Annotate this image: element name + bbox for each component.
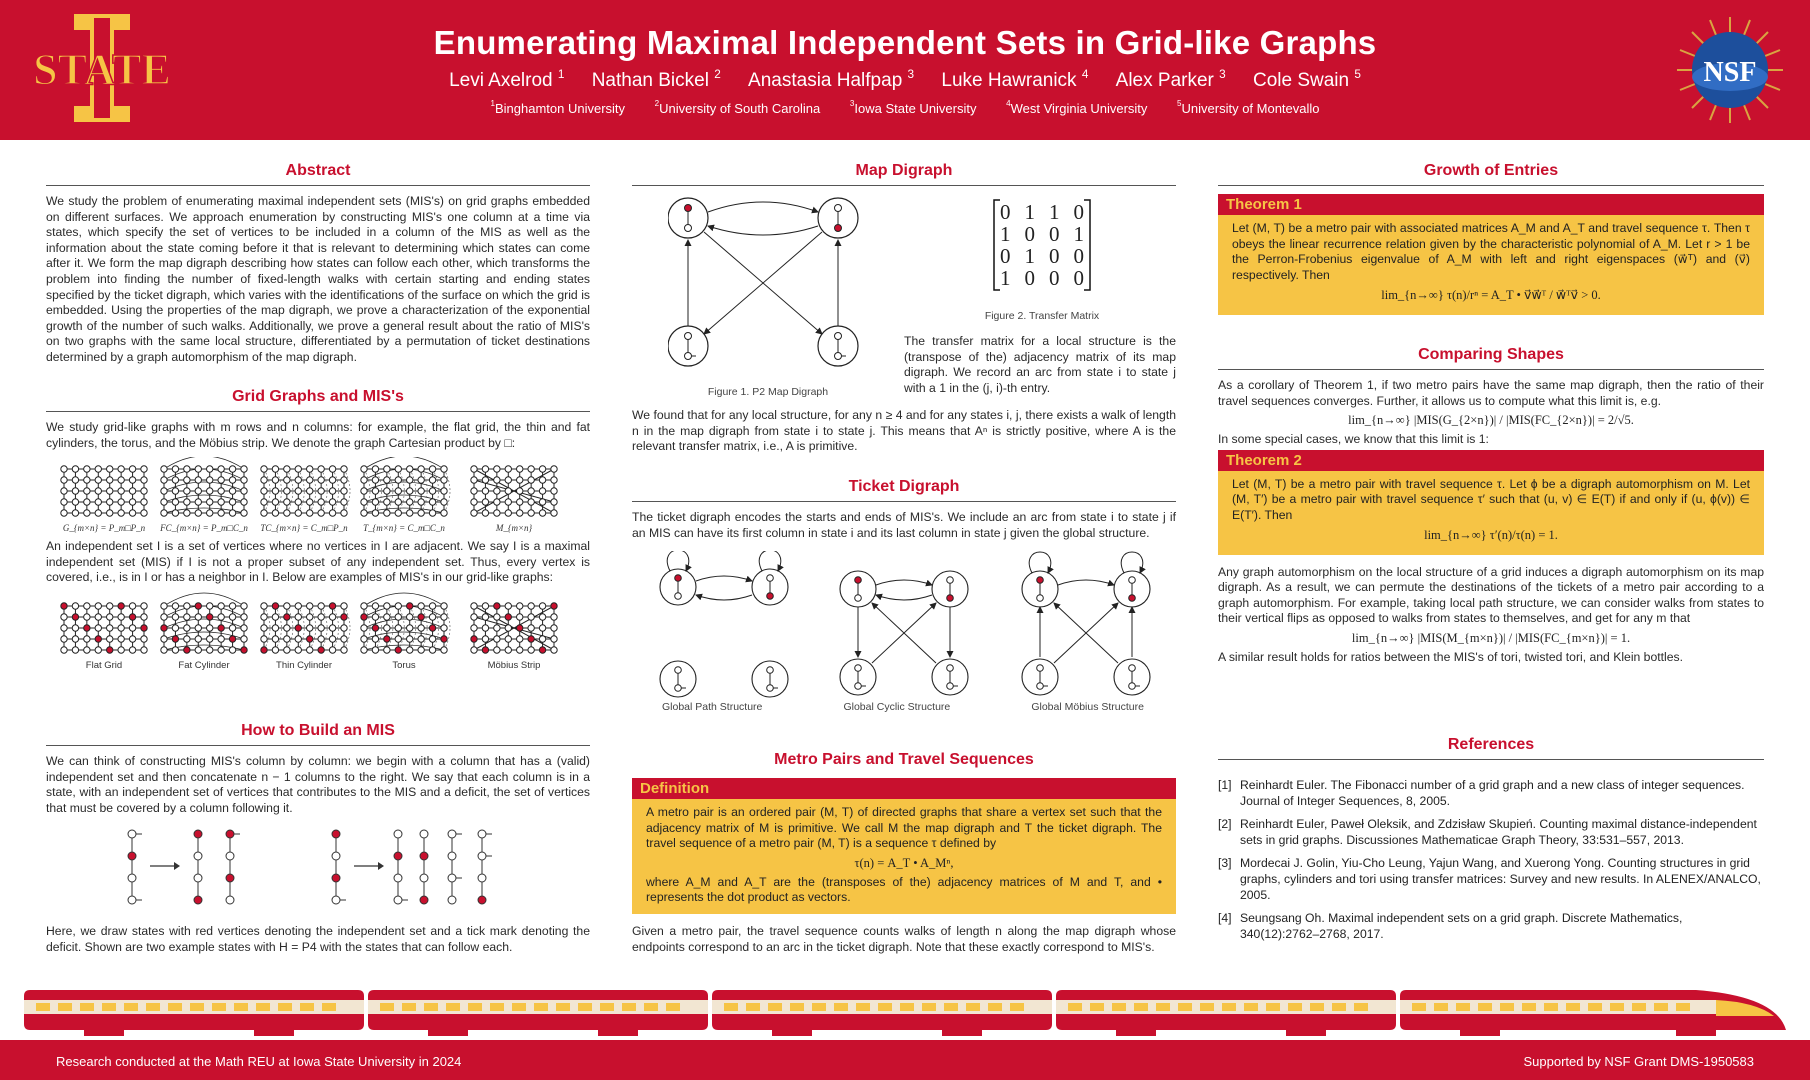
state-explain-text: Here, we draw states with red vertices denoting the independent set and a tick mark denoting the deficit. Shown are two example states with H = P4 with the states that can follow each. <box>46 924 590 954</box>
matrix-cell: 1 <box>1000 266 1011 290</box>
section-heading: Map Digraph <box>632 162 1176 186</box>
transfer-matrix-text: The transfer matrix for a local structure is the (transpose of the) adjacency matrix of its map digraph. We record an arc from state i to state j with a 1 in the (j, i)-th entry. <box>904 334 1176 395</box>
definition-box: A metro pair is an ordered pair (M, T) of directed graphs that share a vertex set such that the adjacency matrix of M is primitive. We call M the map digraph and T the ticket digraph. The travel sequence of a metro pair (M, T) is a sequence τ defined by τ(n) = A_T • A_Mⁿ, where A_M and A_T are the (transposes of the) adjacency matrices of M and T, and • represents the dot product as vectors. <box>632 799 1176 914</box>
figure-caption: Global Cyclic Structure <box>843 701 951 714</box>
reference-item: [1] Reinhardt Euler. The Fibonacci number of a grid graph and a new class of integer sequences. Journal of Integer Sequences, 8, 2005. <box>1218 778 1745 808</box>
references-section <box>1218 736 1764 950</box>
figure-caption: Global Path Structure <box>662 701 763 714</box>
reference-item: [4] Seungsang Oh. Maximal independent sets on a grid graph. Discrete Mathematics, 340(12):2762–2768, 2017. <box>1218 911 1683 941</box>
matrix-cell: 1 <box>1073 222 1084 246</box>
theorem-box: Let (M, T) be a metro pair with travel sequence τ. Let ϕ be a digraph automorphism on M. Let (M, T′) be a metro pair with travel sequence τ′ such that (u, v) ∈ E(T) if and only if (u, ϕ(v)) ∈ E(T′). Then lim_{n→∞} τ′(n)/τ(n) = 1. <box>1218 471 1764 555</box>
footer-right-text: Supported by NSF Grant DMS-1950583 <box>1523 1054 1754 1069</box>
section-heading: Grid Graphs and MIS's <box>46 388 590 412</box>
state-examples-figure <box>46 826 590 918</box>
grid-intro-text: We study grid-like graphs with m rows and n columns: for example, the flat grid, the thin and fat cylinders, the torus, and the Möbius strip. We denote the graph Cartesian product by □: <box>46 420 590 450</box>
graph-label: FC_{m×n} = P_m□C_n <box>160 523 248 534</box>
graph-label: M_{m×n} <box>495 523 533 534</box>
train-decoration <box>0 990 1810 1040</box>
ticket-digraph-section <box>632 478 1176 713</box>
section-heading: Abstract <box>46 162 590 186</box>
definition-title: Definition <box>632 778 1176 799</box>
formula: lim_{n→∞} τ′(n)/τ(n) = 1. <box>1424 527 1558 542</box>
author: Levi Axelrod $^1$ <box>449 68 565 91</box>
affiliation: $^5$University of Montevallo <box>1177 99 1320 116</box>
metro-pairs-section <box>632 751 1176 955</box>
growth-section <box>1218 162 1764 315</box>
affiliation-list <box>0 101 1810 116</box>
formula: τ(n) = A_T • A_Mⁿ, <box>854 855 954 870</box>
grid-graph-figures <box>46 457 590 535</box>
poster-title: Enumerating Maximal Independent Sets in Grid-like Graphs <box>433 24 1377 61</box>
section-heading: Metro Pairs and Travel Sequences <box>774 751 1034 768</box>
svg-text:STATE: STATE <box>33 45 171 94</box>
graph-label: G_{m×n} = P_m□P_n <box>62 523 146 534</box>
matrix-cell: 0 <box>1024 222 1035 246</box>
matrix-cell: 1 <box>1024 200 1035 224</box>
mis-example-figures <box>46 592 590 674</box>
author-list <box>0 70 1810 92</box>
primitive-text: We found that for any local structure, for any n ≥ 4 and for any states i, j, there exists a walk of length n in the map digraph from state i to state j. This means that Aⁿ is strictly positive, where A is the relevant transfer matrix, i.e., A is primitive. <box>632 408 1176 454</box>
matrix-cell: 0 <box>1000 200 1011 224</box>
section-heading: How to Build an MIS <box>46 722 590 746</box>
transfer-matrix <box>992 198 1092 292</box>
matrix-cell: 0 <box>1049 244 1060 268</box>
theorem-title: Theorem 1 <box>1218 194 1764 215</box>
svg-text:NSF: NSF <box>1703 57 1757 88</box>
author: Cole Swain $^5$ <box>1252 68 1361 91</box>
author: Nathan Bickel $^2$ <box>591 68 721 91</box>
matrix-cell: 1 <box>1000 222 1011 246</box>
author: Anastasia Halfpap $^3$ <box>748 68 915 91</box>
figure-caption: Figure 2. Transfer Matrix <box>984 310 1100 322</box>
section-heading: Comparing Shapes <box>1218 346 1764 370</box>
example-label: Torus <box>392 659 416 671</box>
example-label: Fat Cylinder <box>178 659 230 671</box>
reference-item: [3] Mordecai J. Golin, Yiu-Cho Leung, Yajun Wang, and Xuerong Yong. Counting structures in grid graphs, cylinders and tori using transfer matrices: Survey and new results. In ALENEX/ANALCO, 2005. <box>1218 856 1761 902</box>
affiliation: $^2$University of South Carolina <box>654 99 821 116</box>
affiliation: $^4$West Virginia University <box>1006 99 1148 116</box>
graph-label: T_{m×n} = C_m□C_n <box>363 523 445 534</box>
matrix-row <box>1000 267 1084 289</box>
graph-label: TC_{m×n} = C_m□P_n <box>260 523 348 534</box>
abstract-section <box>46 162 590 366</box>
abstract-text: We study the problem of enumerating maximal independent sets (MIS's) on grid graphs embedded on different surfaces. We approach enumeration by constructing MIS's one column at a time via states, which specify the set of vertices to be included in a column of the MIS as well as the information about the state coming before it that is relevant to determining which states can come after it. We form the map digraph describing how states can follow each other, which transforms the problem into finding the number of fixed-length walks with certain starting and ending states specified by the ticket digraph, which varies with the identifications of the surface on which the grid is embedded. Using the properties of the map digraph, we prove a characterization of the exponential growth of the number of such walks. Additionally, we prove a general result about the ratio of MIS's on two graphs with the same local structure, differentiated by a permutation of ticket destinations determined by a graph automorphism of the map digraph. <box>46 194 590 364</box>
example-label: Thin Cylinder <box>276 659 332 671</box>
build-intro-text: We can think of constructing MIS's column by column: we begin with a column that has a (valid) independent set and then concatenate n − 1 columns to the right. We say that each column is in a state, with an independent set of vertices that contributes to the MIS and a deficit, the set of vertices that must be covered by a column following it. <box>46 754 590 815</box>
travel-sequence-text: Given a metro pair, the travel sequence counts walks of length n along the map digraph whose endpoints correspond to an arc in the ticket digraph. Note that these exactly correspond to MIS's. <box>632 923 1176 954</box>
section-heading: References <box>1218 736 1764 760</box>
comparing-shapes-section: Comparing Shapes As a corollary of Theorem 1, if two metro pairs have the same map digraph, then the ratio of their travel sequences converges. Further, it allows us to compute what this limit is, e.g. lim_{n→∞} |MIS(G_{2×n})| / |MIS(FC_{2×n})| = 2/√5. In some special cases, we know that this limit is 1: Theorem 2 Let (M, T) be a metro pair with travel sequence τ. Let ϕ be a digraph automorphism on M. Let (M, T′) be a metro pair with travel sequence τ′ such that (u, v) ∈ E(T) if and only if (u, ϕ(v)) ∈ E(T′). Then lim_{n→∞} τ′(n)/τ(n) = 1. Any graph automorphism on the local structure of a grid induces a digraph automorphism on its map digraph. As a result, we can permute the destinations of the tickets of a metro pair according to a graph automorphism. For example, taking local path structure, we can consider walks from states to their vertical flips as opposed to walks from states to themselves, and get for any m that lim_{n→∞} |MIS(M_{m×n})| / |MIS(FC_{m×n})| = 1. A similar result holds for ratios between the MIS's of tori, twisted tori, and Klein bottles. <box>1218 346 1764 664</box>
matrix-cell: 1 <box>1049 200 1060 224</box>
nsf-logo <box>1675 15 1785 125</box>
footer-left-text: Research conducted at the Math REU at Iowa State University in 2024 <box>56 1054 462 1069</box>
formula: lim_{n→∞} |MIS(G_{2×n})| / |MIS(FC_{2×n})| = 2/√5. <box>1348 413 1634 428</box>
matrix-cell: 0 <box>1049 266 1060 290</box>
theorem-title: Theorem 2 <box>1218 450 1764 471</box>
poster-footer <box>0 1040 1810 1080</box>
matrix-cell: 0 <box>1000 244 1011 268</box>
author: Luke Hawranick $^4$ <box>941 68 1089 91</box>
matrix-row <box>1000 201 1084 223</box>
matrix-row <box>1000 223 1084 245</box>
matrix-cell: 0 <box>1073 266 1084 290</box>
matrix-cell: 0 <box>1073 244 1084 268</box>
map-digraph-figure <box>668 196 868 382</box>
matrix-cell: 0 <box>1024 266 1035 290</box>
matrix-cell: 0 <box>1073 200 1084 224</box>
formula: lim_{n→∞} τ(n)/rⁿ = A_T • v⃗w⃗ᵀ / w⃗ᵀv⃗ > 0. <box>1381 288 1601 303</box>
build-mis-section <box>46 722 590 956</box>
example-label: Flat Grid <box>85 659 123 671</box>
reference-item: [2] Reinhardt Euler, Paweł Oleksik, and Zdzisław Skupień. Counting maximal distance-independent sets in grid graphs. Discussiones Mathematicae Graph Theory, 33:531–557, 2013. <box>1218 817 1757 847</box>
affiliation: $^3$Iowa State University <box>849 99 977 116</box>
poster-header <box>0 0 1810 140</box>
section-heading: Ticket Digraph <box>632 478 1176 502</box>
matrix-cell: 1 <box>1024 244 1035 268</box>
affiliation: $^1$Binghamton University <box>490 99 626 116</box>
independent-set-text: An independent set I is a set of vertices where no vertices in I are adjacent. We say I is a maximal independent set (MIS) if I is not a proper subset of any independent set. Thus, every vertex is covered, i.e., is in I or has a neighbor in I. Below are examples of MIS's in our grid-like graphs: <box>46 539 590 585</box>
matrix-cell: 0 <box>1049 222 1060 246</box>
formula: lim_{n→∞} |MIS(M_{m×n})| / |MIS(FC_{m×n})| = 1. <box>1351 630 1631 645</box>
ticket-text: The ticket digraph encodes the starts and ends of MIS's. We include an arc from state i to state j if an MIS can have its first column in state i and its last column in state j given the global structure. <box>632 510 1176 540</box>
theorem-box: Let (M, T) be a metro pair with associated matrices A_M and A_T and travel sequence τ. Then τ obeys the linear recurrence relation given by the characteristic polynomial of A_M. Let r > 1 be the Perron-Frobenius eigenvalue of A_M with left and right eigenspaces (w⃗ᵀ) and (v⃗) respectively. Then lim_{n→∞} τ(n)/rⁿ = A_T • v⃗w⃗ᵀ / w⃗ᵀv⃗ > 0. <box>1218 215 1764 315</box>
section-heading: Growth of Entries <box>1218 162 1764 186</box>
figure-caption: Figure 1. P2 Map Digraph <box>707 386 829 398</box>
figure-caption: Global Möbius Structure <box>1031 701 1144 714</box>
author: Alex Parker $^3$ <box>1115 68 1226 91</box>
ticket-digraph-figures <box>632 551 1176 701</box>
example-label: Möbius Strip <box>487 659 541 671</box>
map-digraph-section <box>632 162 1176 455</box>
matrix-row <box>1000 245 1084 267</box>
grid-graphs-section <box>46 388 590 674</box>
